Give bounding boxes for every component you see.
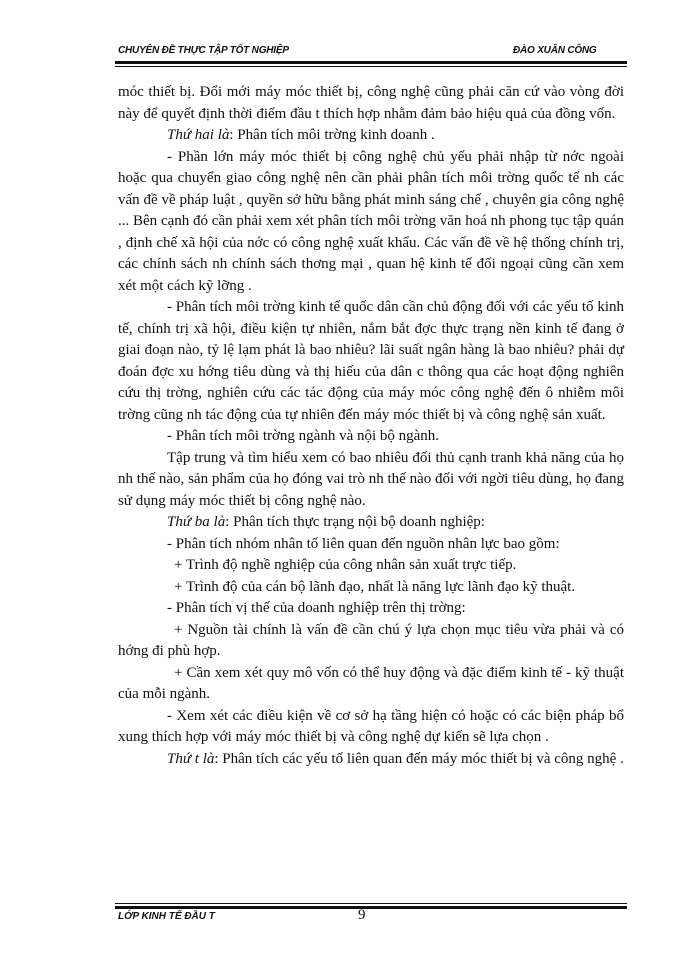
paragraph-11: + Nguồn tài chính là vấn đề cần chú ý lựa chọn mục tiêu vừa phải và có hớng đi phù hợp. [118, 621, 624, 659]
header-right-author: ĐÀO XUÂN CÔNG [513, 45, 597, 56]
lead-text: Thứ t là [167, 750, 215, 767]
paragraph-0: móc thiết bị. Đổi mới máy móc thiết bị, công nghệ cũng phải căn cứ vào vòng đời này để quyết định thời điểm đầu t thích hợp nhằm đảm bảo hiệu quả của đồng vốn. [118, 84, 624, 122]
lead-text: Thứ ba là [167, 514, 226, 530]
footer-rule-thick [115, 906, 627, 909]
paragraph-5: Tập trung và tìm hiểu xem có bao nhiêu đối thủ cạnh tranh khả năng của họ nh thế nào, sản phẩm của họ đóng vai trò nh thế nào đối với ngời tiêu dùng, họ đang sử dụng máy móc thiết bị công nghệ nào. [118, 449, 624, 509]
paragraph-10: - Phân tích vị thế của doanh nghiệp trên thị trờng: [167, 600, 466, 616]
header-left-title: CHUYÊN ĐỀ THỰC TẬP TỐT NGHIỆP [118, 45, 289, 56]
page-number: 9 [358, 907, 366, 923]
paragraph-13: - Xem xét các điều kiện về cơ sở hạ tầng hiện có hoặc có các biện pháp bổ xung thích hợp với máy móc thiết bị và công nghệ dự kiến sẽ lựa chọn . [118, 707, 624, 745]
lead-text: Thứ hai là [167, 127, 230, 143]
footer-rule-thin [115, 903, 627, 904]
body-text [118, 82, 624, 770]
paragraph-1: Thứ hai là: Phân tích môi trờng kinh doanh . [167, 127, 435, 143]
paragraph-6: Thứ ba là: Phân tích thực trạng nội bộ doanh nghiệp: [167, 514, 485, 530]
paragraph-4: - Phân tích môi trờng ngành và nội bộ ngành. [167, 428, 440, 444]
paragraph-9: + Trình độ của cán bộ lãnh đạo, nhất là năng lực lãnh đạo kỹ thuật. [174, 578, 576, 595]
paragraph-8: + Trình độ nghề nghiệp của công nhân sản xuất trực tiếp. [174, 557, 517, 573]
paragraph-3: - Phân tích môi trờng kinh tế quốc dân cần chủ động đối với các yếu tố kinh tế, chính trị xã hội, điều kiện tự nhiên, nắm bắt đợc thực trạng nền kinh tế đang ở giai đoạn nào, tỷ lệ lạm phát là bao nhiêu? lãi suất ngân hàng là bao nhiêu? phải dự đoán đợc xu hớng tiêu dùng và thị hiếu của dân c thông qua các hoạt động nghiên cứu thị trờng, nghiên cứu các tác động của máy móc công nghệ đến ô nhiễm môi trờng cũng nh tác động của tự nhiên đến máy móc thiết bị và công nghệ sản xuất. [118, 299, 624, 423]
header-rule-thick [115, 61, 627, 64]
paragraph-7: - Phân tích nhóm nhân tố liên quan đến nguồn nhân lực bao gồm: [167, 535, 560, 552]
paragraph-14: Thứ t là: Phân tích các yếu tố liên quan đến máy móc thiết bị và công nghệ . [167, 750, 624, 767]
paragraph-12: + Cần xem xét quy mô vốn có thể huy động và đặc điểm kinh tế - kỹ thuật của mỗi ngành. [118, 664, 624, 702]
header-rule-thin [115, 66, 627, 67]
paragraph-2: - Phần lớn máy móc thiết bị công nghệ chủ yếu phải nhập từ nớc ngoài hoặc qua chuyển giao công nghệ nên cần phải phân tích môi trờng quốc tế nh các vấn đề về pháp luật , quyền sở hữu bằng phát minh sáng chế , chuyên gia công nghệ ... Bên cạnh đó cần phải xem xét phân tích môi trờng văn hoá nh phong tục tập quán , định chế xã hội của nớc có công nghệ xuất khẩu. Các vấn đề về hệ thống chính trị, các chính sách nh chính sách thơng mại , quan hệ kinh tế đối ngoại cũng cần xem xét một cách kỹ lỡng . [118, 148, 624, 294]
footer-class-name: LỚP KINH TẾ ĐẦU T [118, 911, 215, 922]
